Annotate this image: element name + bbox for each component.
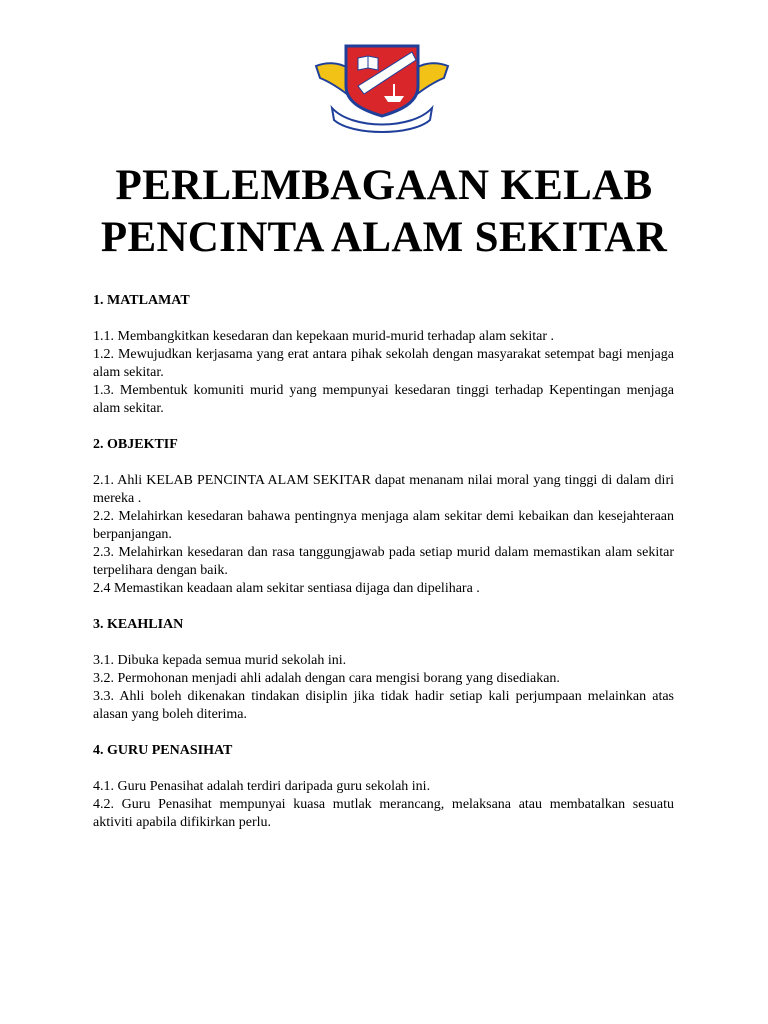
section-heading: 3. KEAHLIAN: [93, 617, 184, 632]
list-item: 2.1. Ahli KELAB PENCINTA ALAM SEKITAR dapat menanam nilai moral yang tinggi di dalam diri mereka .: [93, 473, 674, 506]
document-body: [93, 292, 674, 850]
section-heading: 1. MATLAMAT: [93, 293, 190, 308]
title-line-2: PENCINTA ALAM SEKITAR: [100, 214, 668, 261]
list-item: 1.3. Membentuk komuniti murid yang mempunyai kesedaran tinggi terhadap Kepentingan menjaga alam sekitar.: [93, 383, 674, 416]
section-heading: 4. GURU PENASIHAT: [93, 743, 233, 758]
list-item: 3.1. Dibuka kepada semua murid sekolah ini.: [93, 653, 347, 668]
section-guru-penasihat: [93, 742, 674, 832]
section-keahlian: [93, 616, 674, 724]
list-item: 1.2. Mewujudkan kerjasama yang erat antara pihak sekolah dengan masyarakat setempat bagi menjaga alam sekitar.: [93, 347, 674, 380]
list-item: 3.2. Permohonan menjadi ahli adalah dengan cara mengisi borang yang disediakan.: [93, 671, 560, 686]
list-item: 4.2. Guru Penasihat mempunyai kuasa mutlak merancang, melaksana atau membatalkan sesuatu aktiviti apabila difikirkan perlu.: [93, 797, 674, 830]
list-item: 3.3. Ahli boleh dikenakan tindakan disiplin jika tidak hadir setiap kali perjumpaan melainkan atas alasan yang boleh diterima.: [93, 689, 674, 722]
list-item: 2.4 Memastikan keadaan alam sekitar sentiasa dijaga dan dipelihara .: [93, 581, 480, 596]
list-item: 2.3. Melahirkan kesedaran dan rasa tanggungjawab pada setiap murid dalam memastikan alam sekitar terpelihara dengan baik.: [93, 545, 674, 578]
school-crest-icon: [312, 36, 452, 136]
list-item: 2.2. Melahirkan kesedaran bahawa pentingnya menjaga alam sekitar demi kebaikan dan kesejahteraan berpanjangan.: [93, 509, 674, 542]
list-item: 1.1. Membangkitkan kesedaran dan kepekaan murid-murid terhadap alam sekitar .: [93, 329, 555, 344]
school-logo: [312, 36, 452, 136]
title-line-1: PERLEMBAGAAN KELAB: [115, 162, 653, 209]
section-heading: 2. OBJEKTIF: [93, 437, 178, 452]
list-item: 4.1. Guru Penasihat adalah terdiri daripada guru sekolah ini.: [93, 779, 431, 794]
section-objektif: [93, 436, 674, 598]
document-title: [0, 160, 768, 264]
section-matlamat: [93, 292, 674, 418]
